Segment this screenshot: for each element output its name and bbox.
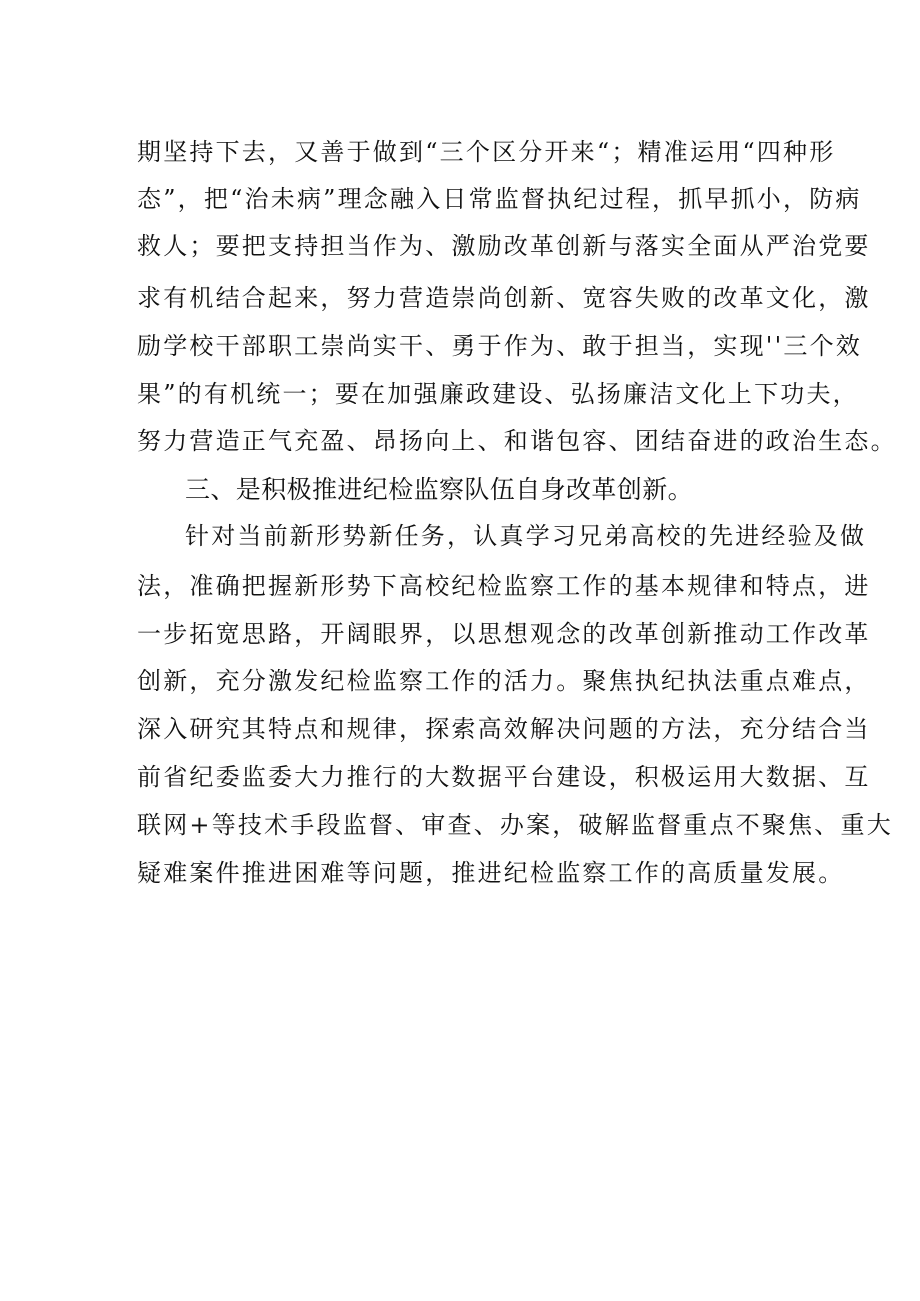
paragraph-2-line: 疑难案件推进困难等问题，推进纪检监察工作的高质量发展。 xyxy=(137,859,845,887)
paragraph-1-line: 求有机结合起来，努力营造崇尚创新、宽容失败的改革文化，激 xyxy=(137,284,871,312)
paragraph-1-line: 期坚持下去，又善于做到“三个区分开来“；精准运用“四种形 xyxy=(137,138,836,166)
paragraph-1-line: 救人；要把支持担当作为、激励改革创新与落实全面从严治党要 xyxy=(137,232,871,260)
paragraph-2-line: 联网+等技术手段监督、审查、办案，破解监督重点不聚焦、重大 xyxy=(137,811,893,839)
paragraph-1-line: 励学校干部职工崇尚实干、勇于作为、敢于担当，实现''三个效 xyxy=(137,332,862,360)
paragraph-2-line: 前省纪委监委大力推行的大数据平台建设，积极运用大数据、互 xyxy=(137,763,871,791)
paragraph-2-line: 一步拓宽思路，开阔眼界，以思想观念的改革创新推动工作改革 xyxy=(137,620,871,648)
paragraph-1-line: 态”，把“治未病”理念融入日常监督执纪过程，抓早抓小，防病 xyxy=(137,185,862,213)
section-heading: 三、是积极推进纪检监察队伍自身改革创新。 xyxy=(185,475,694,504)
paragraph-2-line: 创新，充分激发纪检监察工作的活力。聚焦执纪执法重点难点， xyxy=(137,667,871,695)
paragraph-2-line: 针对当前新形势新任务，认真学习兄弟高校的先进经验及做 xyxy=(185,522,867,550)
paragraph-1-line: 果”的有机统一；要在加强廉政建设、弘扬廉洁文化上下功夫， xyxy=(137,380,859,408)
paragraph-1-line: 努力营造正气充盈、昂扬向上、和谐包容、团结奋进的政治生态。 xyxy=(137,427,897,455)
paragraph-2-line: 深入研究其特点和规律，探索高效解决问题的方法，充分结合当 xyxy=(137,715,871,743)
paragraph-2-line: 法，准确把握新形势下高校纪检监察工作的基本规律和特点，进 xyxy=(137,572,871,600)
